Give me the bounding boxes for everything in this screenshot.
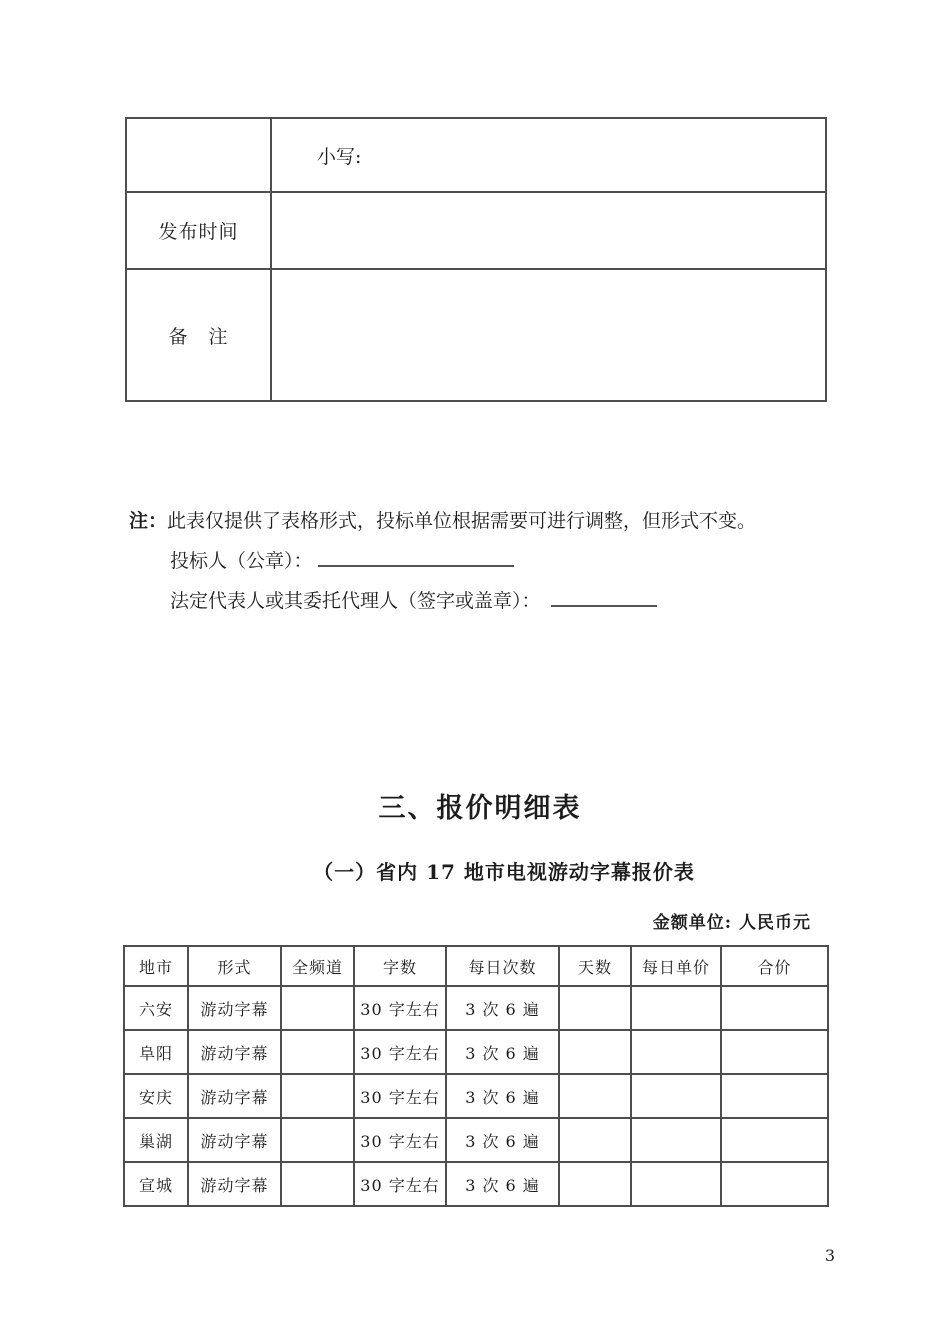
price-table-cell [281,1118,354,1162]
price-table-cell [721,1074,828,1118]
price-table-cell: 30 字左右 [354,1074,446,1118]
info-value-cell [271,269,826,401]
price-table-cell: 30 字左右 [354,986,446,1030]
price-table-cell: 3 次 6 遍 [446,1162,559,1206]
price-table-cell [559,1030,631,1074]
price-table-cell: 游动字幕 [188,1118,281,1162]
price-table-cell: 3 次 6 遍 [446,1030,559,1074]
price-table-cell [721,1118,828,1162]
price-table-row [124,986,828,1030]
price-table-cell [281,1030,354,1074]
price-table-cell: 3 次 6 遍 [446,986,559,1030]
price-table-cell: 游动字幕 [188,1162,281,1206]
price-table-cell: 游动字幕 [188,1074,281,1118]
info-value-cell [271,192,826,269]
bidder-label: 投标人（公章）： [170,550,313,572]
price-table-cell [631,1118,721,1162]
price-table-cell [281,986,354,1030]
price-table-cell: 巢湖 [124,1118,188,1162]
info-label-cell-remarks: 备 注 [126,269,271,401]
price-table-cell [721,1030,828,1074]
price-table-header-cell: 每日单价 [631,946,721,986]
price-table-cell: 六安 [124,986,188,1030]
price-table-cell [559,1074,631,1118]
page-number: 3 [824,1246,836,1265]
price-table-row [124,1074,828,1118]
price-table-cell: 3 次 6 遍 [446,1118,559,1162]
price-table-header-cell: 每日次数 [446,946,559,986]
price-table-cell [721,1162,828,1206]
note-block [129,501,845,621]
price-table-header-cell: 字数 [354,946,446,986]
price-table-cell: 30 字左右 [354,1118,446,1162]
price-table-cell [631,1074,721,1118]
representative-label: 法定代表人或其委托代理人（签字或盖章）： [170,590,541,612]
price-table-cell: 宣城 [124,1162,188,1206]
section-subtitle: （一）省内 17 地市电视游动字幕报价表 [313,860,695,884]
price-table-row [124,1030,828,1074]
price-table [123,945,829,1207]
price-table-cell: 安庆 [124,1074,188,1118]
amount-unit-note: 金额单位: 人民币元 [652,913,811,933]
info-table-row [126,192,826,269]
price-table-cell [631,1030,721,1074]
representative-signature-blank [551,590,657,607]
bidder-signature-blank [318,550,514,567]
price-table-cell: 阜阳 [124,1030,188,1074]
price-table-header-cell: 合价 [721,946,828,986]
info-label-cell-publish-time: 发布时间 [126,192,271,269]
note-prefix: 注： [129,510,168,532]
price-table-header-cell: 天数 [559,946,631,986]
price-table-cell [559,1118,631,1162]
info-value-cell-lowercase-amount: 小写: [271,118,826,192]
price-table-cell: 3 次 6 遍 [446,1074,559,1118]
price-table-cell: 游动字幕 [188,986,281,1030]
info-table-row [126,118,826,192]
info-label-cell [126,118,271,192]
note-line [129,501,845,541]
price-table-cell [721,986,828,1030]
price-table-row [124,1162,828,1206]
price-table-cell [631,1162,721,1206]
info-table-row [126,269,826,401]
representative-signature-line [170,581,845,621]
bidder-signature-line [170,541,845,581]
price-table-cell [559,986,631,1030]
price-table-header-cell: 地市 [124,946,188,986]
price-table-header-cell: 形式 [188,946,281,986]
section-title: 三、报价明细表 [378,793,582,824]
price-table-cell: 30 字左右 [354,1030,446,1074]
price-table-cell [559,1162,631,1206]
info-table [125,117,827,402]
price-table-cell: 游动字幕 [188,1030,281,1074]
price-table-row [124,1118,828,1162]
price-table-header-cell: 全频道 [281,946,354,986]
price-table-cell [631,986,721,1030]
price-table-cell [281,1074,354,1118]
price-table-cell: 30 字左右 [354,1162,446,1206]
note-text: 此表仅提供了表格形式，投标单位根据需要可进行调整，但形式不变。 [167,510,757,532]
price-table-header-row [124,946,828,986]
price-table-cell [281,1162,354,1206]
